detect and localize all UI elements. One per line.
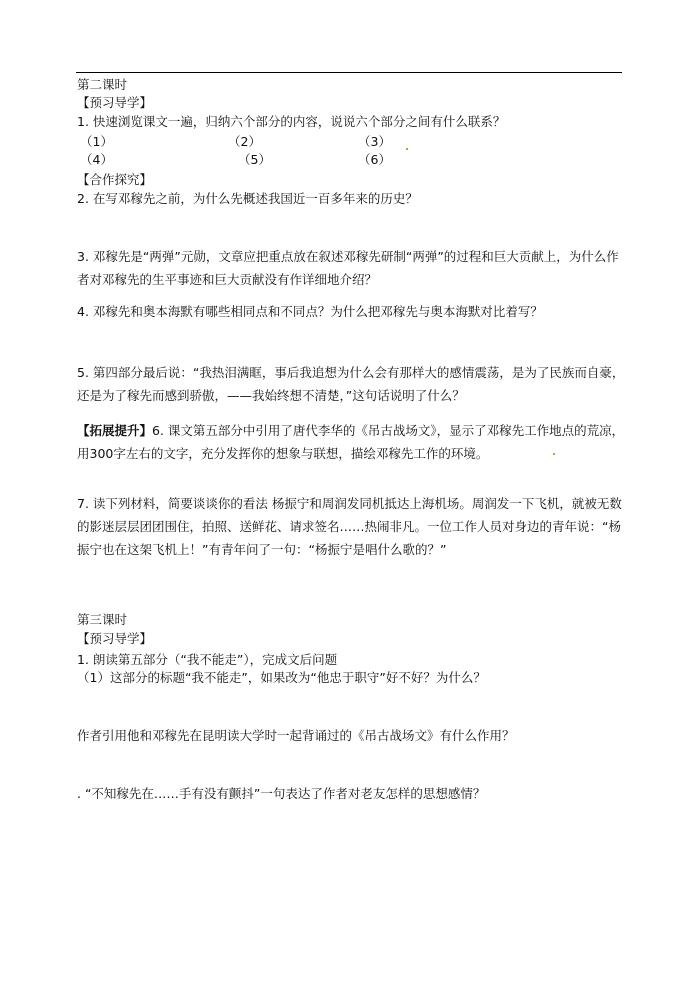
stray-mark	[406, 148, 408, 150]
top-rule	[76, 72, 622, 73]
lesson3-question-1-1: （1）这部分的标题“我不能走”，如果改为“他忠于职守”好不好？为什么？	[77, 670, 486, 685]
part-6: （6）	[358, 152, 391, 167]
part-3: （3）	[358, 134, 391, 149]
lesson2-preview-heading: 【预习导学】	[77, 95, 153, 110]
stray-mark	[553, 453, 555, 455]
lesson2-question-7: 7. 读下列材料，简要谈谈你的看法 杨振宁和周润发同机抵达上海机场。周润发一下飞机，就被无数的影迷层层团团围住，拍照、送鲜花、请求签名……热闹非凡。一位工作人员对身边的青年说：“杨振宁也在这架飞机上！”有青年问了一句：“杨振宁是唱什么歌的？”	[77, 496, 622, 557]
lesson2-question-2: 2. 在写邓稼先之前，为什么先概述我国近一百多年来的历史？	[77, 191, 418, 206]
lesson2-question-4: 4. 邓稼先和奥本海默有哪些相同点和不同点？为什么把邓稼先与奥本海默对比着写？	[77, 304, 543, 319]
part-1: （1）	[80, 134, 113, 149]
lesson3-question-quote: 作者引用他和邓稼先在昆明读大学时一起背诵过的《吊古战场文》有什么作用？	[77, 728, 515, 743]
lesson3-preview-heading: 【预习导学】	[77, 631, 153, 646]
part-4: （4）	[80, 152, 113, 167]
lesson2-question-6-text: 6. 课文第五部分中引用了唐代李华的《吊古战场文》，显示了邓稼先工作地点的荒凉，用300字左右的文字，充分发挥你的想象与联想，描绘邓稼先工作的环境。	[77, 423, 625, 461]
lesson2-question-3: 3. 邓稼先是“两弹”元勋，文章应把重点放在叙述邓稼先研制“两弹”的过程和巨大贡献上，为什么作者对邓稼先的生平事迹和巨大贡献没有作详细地介绍？	[77, 249, 619, 287]
lesson2-title: 第二课时	[77, 77, 128, 92]
lesson2-question-6	[77, 419, 625, 465]
lesson2-coop-heading: 【合作探究】	[77, 172, 153, 187]
lesson3-title: 第三课时	[77, 612, 128, 627]
lesson3-question-last: . “不知稼先在……手有没有颤抖”一句表达了作者对老友怎样的思想感情？	[77, 786, 486, 801]
part-5: （5）	[238, 152, 271, 167]
part-2: （2）	[228, 134, 261, 149]
lesson2-question-1: 1. 快速浏览课文一遍，归纳六个部分的内容，说说六个部分之间有什么联系？	[77, 114, 506, 129]
lesson2-extension-heading: 【拓展提升】	[77, 423, 153, 438]
lesson2-question-5: 5. 第四部分最后说：“我热泪满眶，事后我追想为什么会有那样大的感情震荡，是为了民族而自豪，还是为了稼先而感到骄傲，——我始终想不清楚，”这句话说明了什么？	[77, 365, 625, 403]
lesson3-question-1: 1. 朗读第五部分（“我不能走”），完成文后问题	[77, 652, 338, 667]
